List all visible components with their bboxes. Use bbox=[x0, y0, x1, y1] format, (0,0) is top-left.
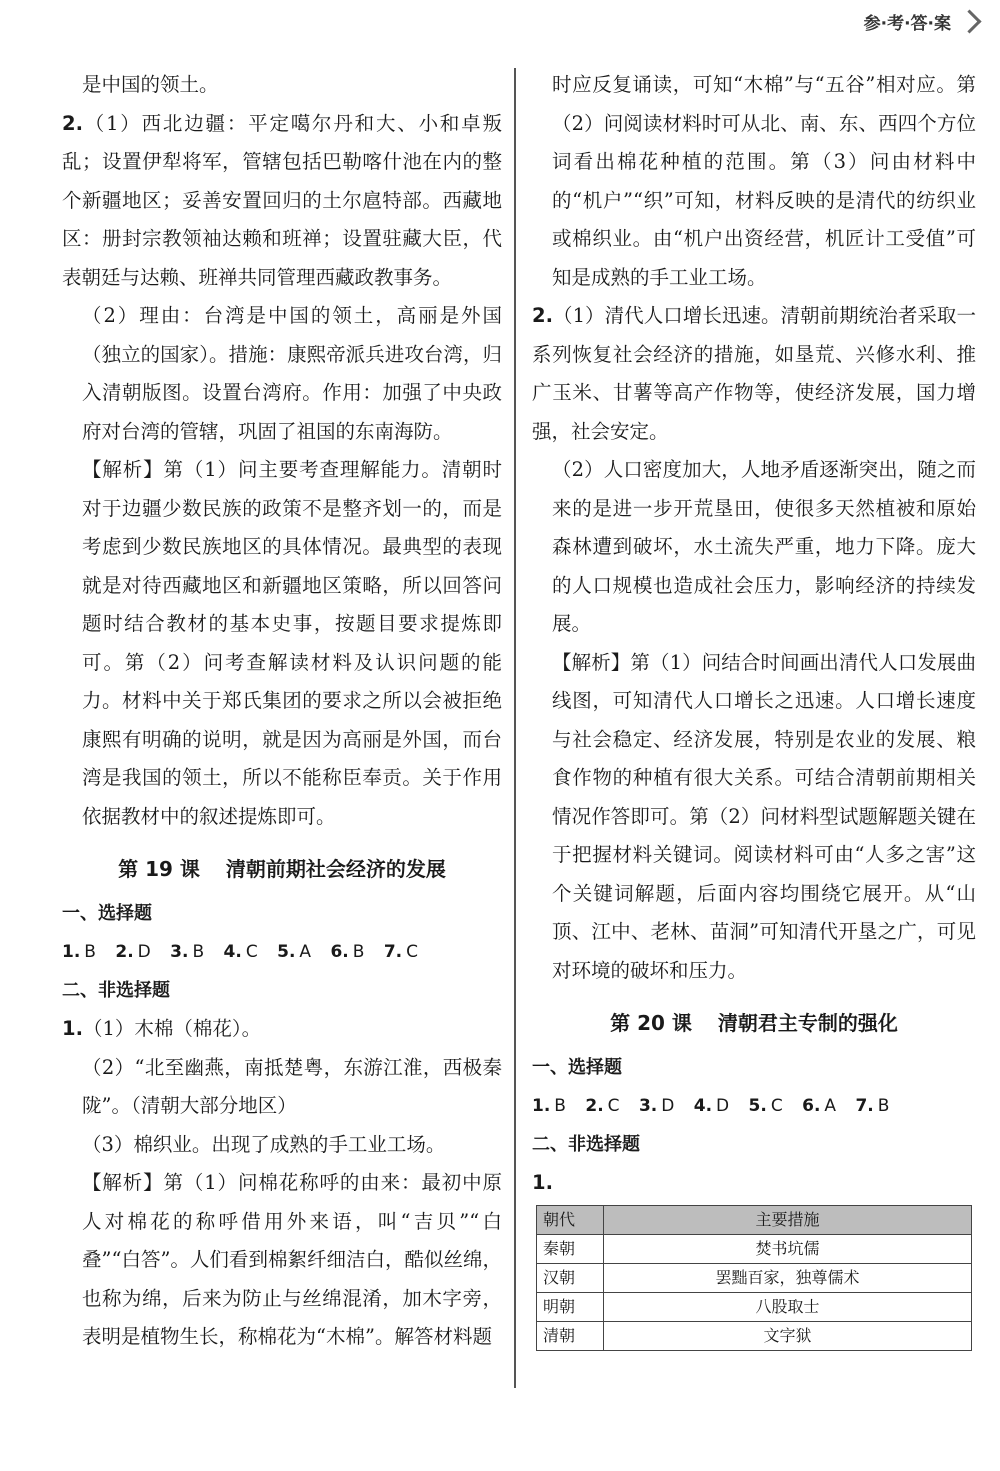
question-number: 2. bbox=[532, 304, 553, 327]
answer-item: 2. D bbox=[115, 942, 151, 962]
measure-cell: 罢黜百家，独尊儒术 bbox=[604, 1263, 972, 1292]
question-2-part-1 bbox=[62, 105, 502, 298]
question-1-part-1 bbox=[62, 1010, 502, 1049]
question-text: （1）木棉（棉花）。 bbox=[82, 1017, 262, 1040]
lesson-20-heading bbox=[532, 1004, 976, 1043]
section-nonchoice-heading: 二、非选择题 bbox=[62, 979, 170, 1001]
column-header-measures: 主要措施 bbox=[604, 1205, 972, 1234]
table-row bbox=[537, 1263, 972, 1292]
measure-cell: 文字狱 bbox=[604, 1321, 972, 1350]
answer-item: 6. A bbox=[802, 1096, 837, 1116]
question-number: 1. bbox=[532, 1171, 553, 1194]
section-choice-heading: 一、选择题 bbox=[62, 902, 152, 924]
answer-item: 7. B bbox=[855, 1096, 890, 1116]
answer-item: 4. D bbox=[693, 1096, 730, 1116]
dynasty-cell: 明朝 bbox=[537, 1292, 604, 1321]
table-row bbox=[537, 1234, 972, 1263]
measure-cell: 焚书坑儒 bbox=[604, 1234, 972, 1263]
table-row bbox=[537, 1321, 972, 1350]
answer-item: 3. D bbox=[638, 1096, 675, 1116]
table-row bbox=[537, 1292, 972, 1321]
right-column bbox=[532, 66, 976, 1351]
question-2-analysis: 【解析】第（1）问主要考查理解能力。清朝时对于边疆少数民族的政策不是整齐划一的，而是考虑到少数民族地区的具体情况。最典型的表现就是对待西藏地区和新疆地区策略，所以回答问题时结合教材的基本史事，按题目要求提炼即可。第（2）问考查解读材料及认识问题的能力。材料中关于郑氏集团的要求之所以会被拒绝康熙有明确的说明，就是因为高丽是外国，而台湾是我国的领土，所以不能称臣奉贡。关于作用依据教材中的叙述提炼即可。 bbox=[82, 458, 502, 828]
lesson-19-heading bbox=[62, 850, 502, 889]
dynasty-cell: 汉朝 bbox=[537, 1263, 604, 1292]
measure-cell: 八股取士 bbox=[604, 1292, 972, 1321]
answer-item: 6. B bbox=[330, 942, 365, 962]
choice-answers bbox=[62, 933, 502, 972]
chevron-right-icon bbox=[957, 9, 981, 33]
question-2-part-2: （2）理由：台湾是中国的领土，高丽是外国（独立的国家）。措施：康熙帝派兵进攻台湾，归入清朝版图。设置台湾府。作用：加强了中央政府对台湾的管辖，巩固了祖国的东南海防。 bbox=[82, 304, 502, 443]
answer-item: 1. B bbox=[62, 942, 96, 962]
table-header-row bbox=[537, 1205, 972, 1234]
answer-item: 4. C bbox=[223, 942, 258, 962]
dynasty-cell: 秦朝 bbox=[537, 1234, 604, 1263]
question-2-part-1 bbox=[532, 297, 976, 451]
question-1-part-3: （3）棉织业。出现了成熟的手工业工场。 bbox=[82, 1132, 446, 1156]
question-text: （1）西北边疆：平定噶尔丹和大、小和卓叛乱；设置伊犁将军，管辖包括巴勒喀什池在内的整个新疆地区；妥善安置回归的土尔扈特部。西藏地区：册封宗教领袖达赖和班禅；设置驻藏大臣，代表朝廷与达赖、班禅共同管理西藏政教事务。 bbox=[62, 111, 502, 289]
section-choice-heading: 一、选择题 bbox=[532, 1056, 622, 1078]
question-2-analysis: 【解析】第（1）问结合时间画出清代人口发展曲线图，可知清代人口增长之迅速。人口增长速度与社会稳定、经济发展，特别是农业的发展、粮食作物的种植有很大关系。可结合清朝前期相关情况作答即可。第（2）问材料型试题解题关键在于把握材料关键词。阅读材料可由“人多之害”这个关键词解题，后面内容均围绕它展开。从“山顶、江中、老林、苗洞”可知清代开垦之广，可见对环境的破坏和压力。 bbox=[552, 650, 976, 982]
left-column bbox=[62, 66, 502, 1357]
question-number: 2. bbox=[62, 111, 83, 135]
question-2-part-2: （2）人口密度加大，人地矛盾逐渐突出，随之而来的是进一步开荒垦田，使很多天然植被和原始森林遭到破坏，水土流失严重，地力下降。庞大的人口规模也造成社会压力，影响经济的持续发展。 bbox=[552, 458, 976, 635]
dynasty-measures-table bbox=[536, 1205, 972, 1351]
question-text: （1）清代人口增长迅速。清朝前期统治者采取一系列恢复社会经济的措施，如垦荒、兴修水利、推广玉米、甘薯等高产作物等，使经济发展，国力增强，社会安定。 bbox=[532, 304, 976, 443]
answer-item: 3. B bbox=[170, 942, 205, 962]
column-header-dynasty: 朝代 bbox=[537, 1205, 604, 1234]
question-number: 1. bbox=[62, 1017, 83, 1040]
question-1-analysis: 【解析】第（1）问棉花称呼的由来：最初中原人对棉花的称呼借用外来语，叫“吉贝”“白叠”“白答”。人们看到棉絮纤细洁白，酷似丝绵，也称为绵，后来为防止与丝绵混淆，加木字旁，表明是植物生长，称棉花为“木棉”。解答材料题 bbox=[82, 1171, 502, 1348]
answer-item: 5. C bbox=[748, 1096, 783, 1116]
answer-section-tag bbox=[864, 4, 978, 38]
column-divider bbox=[514, 68, 516, 1388]
answer-section-label: 参·考·答·案 bbox=[863, 13, 951, 34]
intro-line: 是中国的领土。 bbox=[82, 73, 219, 96]
question-1-part-2: （2）“北至幽燕，南抵楚粤，东游江淮，西极秦陇”。（清朝大部分地区） bbox=[82, 1055, 502, 1117]
lesson-number: 第 20 课 bbox=[610, 1011, 692, 1035]
section-nonchoice-heading: 二、非选择题 bbox=[532, 1133, 640, 1155]
lesson-title: 清朝君主专制的强化 bbox=[717, 1011, 898, 1035]
answer-item: 5. A bbox=[277, 942, 312, 962]
answer-item: 7. C bbox=[383, 942, 419, 962]
choice-answers bbox=[532, 1087, 976, 1126]
answer-item: 1. B bbox=[532, 1096, 566, 1116]
answer-item: 2. C bbox=[585, 1096, 620, 1116]
lesson-title: 清朝前期社会经济的发展 bbox=[225, 857, 446, 881]
dynasty-cell: 清朝 bbox=[537, 1321, 604, 1350]
lesson-number: 第 19 课 bbox=[118, 857, 200, 881]
analysis-continuation: 时应反复诵读，可知“木棉”与“五谷”相对应。第（2）问阅读材料时可从北、南、东、西四个方位词看出棉花种植的范围。第（3）问由材料中的“机户”“织”可知，材料反映的是清代的纺织业或棉织业。由“机户出资经营，机匠计工受值”可知是成熟的手工业工场。 bbox=[552, 73, 976, 289]
